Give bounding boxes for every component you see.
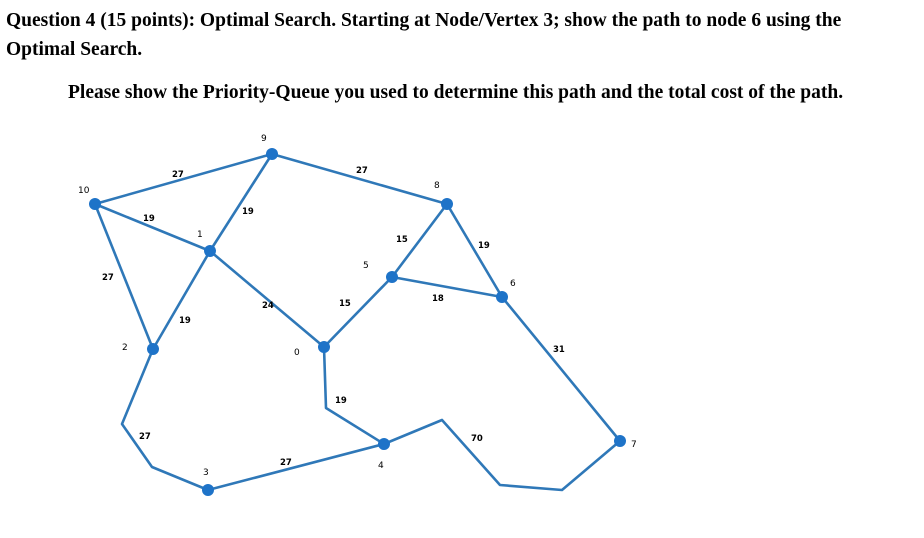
- vertex-0[interactable]: [318, 341, 330, 353]
- edge-1-2: [153, 251, 210, 349]
- vertex-label-5: 5: [363, 261, 369, 271]
- vertex-4[interactable]: [378, 438, 390, 450]
- edge-9-8: [272, 154, 447, 204]
- vertex-8[interactable]: [441, 198, 453, 210]
- edge-weight: 19: [242, 207, 254, 217]
- vertex-9[interactable]: [266, 148, 278, 160]
- edge-weight: 27: [280, 458, 292, 468]
- edge-0-4: [324, 347, 384, 444]
- edge-5-6: [392, 277, 502, 297]
- question-line-1: Question 4 (15 points): Optimal Search. Starting at Node/Vertex 3; show the path to node 6 using the: [6, 10, 842, 31]
- edge-weight: 27: [172, 170, 184, 180]
- vertex-10[interactable]: [89, 198, 101, 210]
- vertex-label-2: 2: [122, 343, 128, 353]
- edge-weight: 27: [102, 273, 114, 283]
- vertex-label-7: 7: [631, 440, 637, 450]
- edge-weight: 19: [143, 214, 155, 224]
- vertex-label-6: 6: [510, 279, 516, 289]
- vertex-label-3: 3: [203, 468, 209, 478]
- edge-weight: 27: [139, 432, 151, 442]
- question-subtitle: Please show the Priority-Queue you used to determine this path and the total cost of the path.: [68, 82, 844, 103]
- edge-8-6: [447, 204, 502, 297]
- edge-weight: 24: [262, 301, 274, 311]
- edge-1-0: [210, 251, 324, 347]
- edge-5-0: [324, 277, 392, 347]
- vertex-6[interactable]: [496, 291, 508, 303]
- edges: [95, 154, 620, 490]
- edge-weight: 19: [335, 396, 347, 406]
- edge-weight: 27: [356, 166, 368, 176]
- edge-6-7: [502, 297, 620, 441]
- vertex-label-8: 8: [434, 181, 440, 191]
- vertex-label-4: 4: [378, 461, 384, 471]
- vertex-label-9: 9: [261, 134, 267, 144]
- edge-2-3: [122, 349, 208, 490]
- question-line-2: Optimal Search.: [6, 39, 143, 60]
- edge-4-7: [384, 420, 620, 490]
- vertex-1[interactable]: [204, 245, 216, 257]
- edge-weight: 70: [471, 434, 483, 444]
- edge-weight: 15: [396, 235, 408, 245]
- vertex-7[interactable]: [614, 435, 626, 447]
- vertex-label-0: 0: [294, 348, 300, 358]
- vertex-2[interactable]: [147, 343, 159, 355]
- edge-weight: 18: [432, 294, 444, 304]
- vertex-5[interactable]: [386, 271, 398, 283]
- edge-3-4: [208, 444, 384, 490]
- edge-weight: 15: [339, 299, 351, 309]
- vertex-label-10: 10: [78, 186, 90, 196]
- edge-weight: 19: [478, 241, 490, 251]
- vertex-label-1: 1: [197, 230, 203, 240]
- edge-weight: 19: [179, 316, 191, 326]
- edge-weight: 31: [553, 345, 565, 355]
- vertex-3[interactable]: [202, 484, 214, 496]
